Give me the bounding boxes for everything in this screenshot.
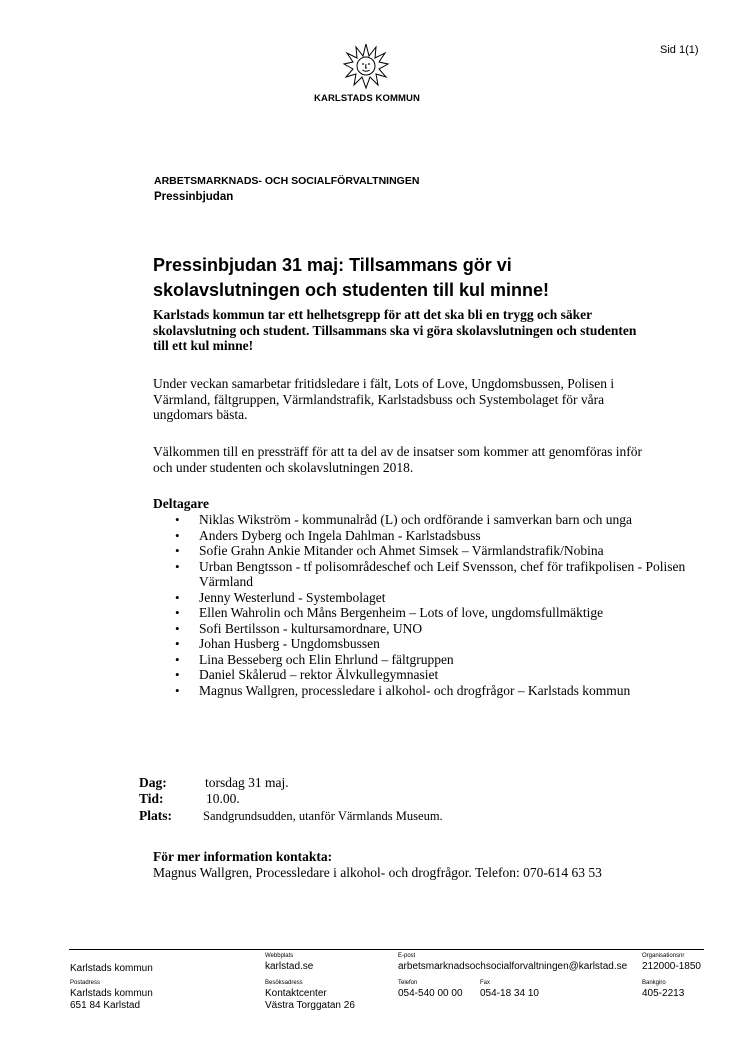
participant-item: • Urban Bengtsson - tf polisområdeschef och Leif Svensson, chef för trafikpolisen - Polisen Värmland (199, 559, 709, 590)
footer-visit-label: Besöksadress (265, 980, 303, 986)
participant-item: • Lina Besseberg och Elin Ehrlund – fältgruppen (199, 652, 709, 668)
footer-org-name: Karlstads kommun (70, 963, 153, 974)
footer-postal-label: Postadress (70, 980, 101, 986)
footer-web-link[interactable]: karlstad.se (265, 961, 314, 972)
contact-heading: För mer information kontakta: (153, 849, 333, 864)
footer-email-label: E-post (398, 953, 416, 959)
footer-bankgiro-value: 405-2213 (642, 988, 685, 999)
footer-phone-label: Telefon (398, 980, 418, 986)
participant-item: • Sofie Grahn Ankie Mitander och Ahmet Simsek – Värmlandstrafik/Nobina (199, 543, 709, 559)
contact-text: Magnus Wallgren, Processledare i alkohol- och drogfrågor. Telefon: 070-614 63 53 (153, 865, 602, 880)
place-value: Sandgrundsudden, utanför Värmlands Museum. (203, 809, 443, 823)
participant-item: • Sofi Bertilsson - kultursamordnare, UNO (199, 621, 709, 637)
footer-fax-value: 054-18 34 10 (480, 988, 539, 999)
participant-item: • Johan Husberg - Ungdomsbussen (199, 636, 709, 652)
page-number: Sid 1(1) (660, 44, 699, 56)
day-value: torsdag 31 maj. (205, 775, 289, 790)
participants-heading: Deltagare (153, 496, 209, 511)
participant-item: • Jenny Westerlund - Systembolaget (199, 590, 709, 606)
footer-visit-line: Västra Torggatan 26 (265, 1000, 355, 1011)
municipality-sun-logo-icon (342, 42, 390, 90)
document-type: Pressinbjudan (154, 191, 234, 203)
footer-email-link[interactable]: arbetsmarknadsochsocialforvaltningen@karlstad.se (398, 961, 628, 972)
footer-divider (69, 949, 704, 950)
footer-postal-line: 651 84 Karlstad (70, 1000, 141, 1011)
participant-item: • Niklas Wikström - kommunalråd (L) och ordförande i samverkan barn och unga (199, 512, 709, 528)
body-paragraph: Under veckan samarbetar fritidsledare i fält, Lots of Love, Ungdomsbussen, Polisen i Värmland, fältgruppen, Värmlandstrafik, Karlstadsbuss och Systembolaget för våra ungdomars bästa. (153, 376, 615, 422)
footer-phone-value: 054-540 00 00 (398, 988, 463, 999)
footer-postal-line: Karlstads kommun (70, 988, 153, 999)
footer-fax-label: Fax (480, 980, 491, 986)
department-name: ARBETSMARKNADS- OCH SOCIALFÖRVALTNINGEN (154, 175, 420, 187)
headline: Pressinbjudan 31 maj: Tillsammans gör vi skolavslutningen och studenten till kul minne! (153, 255, 550, 300)
footer-visit-line: Kontaktcenter (265, 988, 327, 999)
day-label: Dag: (139, 775, 167, 790)
detail-place (139, 808, 443, 824)
participants-list (153, 512, 709, 698)
participant-item: • Magnus Wallgren, processledare i alkohol- och drogfrågor – Karlstads kommun (199, 683, 709, 699)
lead-paragraph: Karlstads kommun tar ett helhetsgrepp för att det ska bli en trygg och säker skolavslutning och student. Tillsammans ska vi göra skolavslutningen och studenten till ett kul minne! (153, 307, 637, 353)
place-label: Plats: (139, 808, 172, 823)
logo-text: KARLSTADS KOMMUN (314, 93, 420, 104)
footer-orgnr-label: Organisationsnr (642, 953, 685, 959)
detail-time (139, 791, 240, 807)
time-value: 10.00. (206, 791, 240, 806)
participant-item: • Ellen Wahrolin och Måns Bergenheim – Lots of love, ungdomsfullmäktige (199, 605, 709, 621)
footer-orgnr-value: 212000-1850 (642, 961, 701, 972)
body-paragraph: Välkommen till en pressträff för att ta del av de insatser som kommer att genomföras inför och under studenten och skolavslutningen 2018. (153, 444, 642, 475)
detail-day (139, 775, 289, 791)
participant-item: • Daniel Skålerud – rektor Älvkullegymnasiet (199, 667, 709, 683)
footer-bankgiro-label: Bankgiro (642, 980, 666, 986)
participant-item: • Anders Dyberg och Ingela Dahlman - Karlstadsbuss (199, 528, 709, 544)
footer-web-label: Webbplats (265, 953, 294, 959)
time-label: Tid: (139, 791, 164, 806)
